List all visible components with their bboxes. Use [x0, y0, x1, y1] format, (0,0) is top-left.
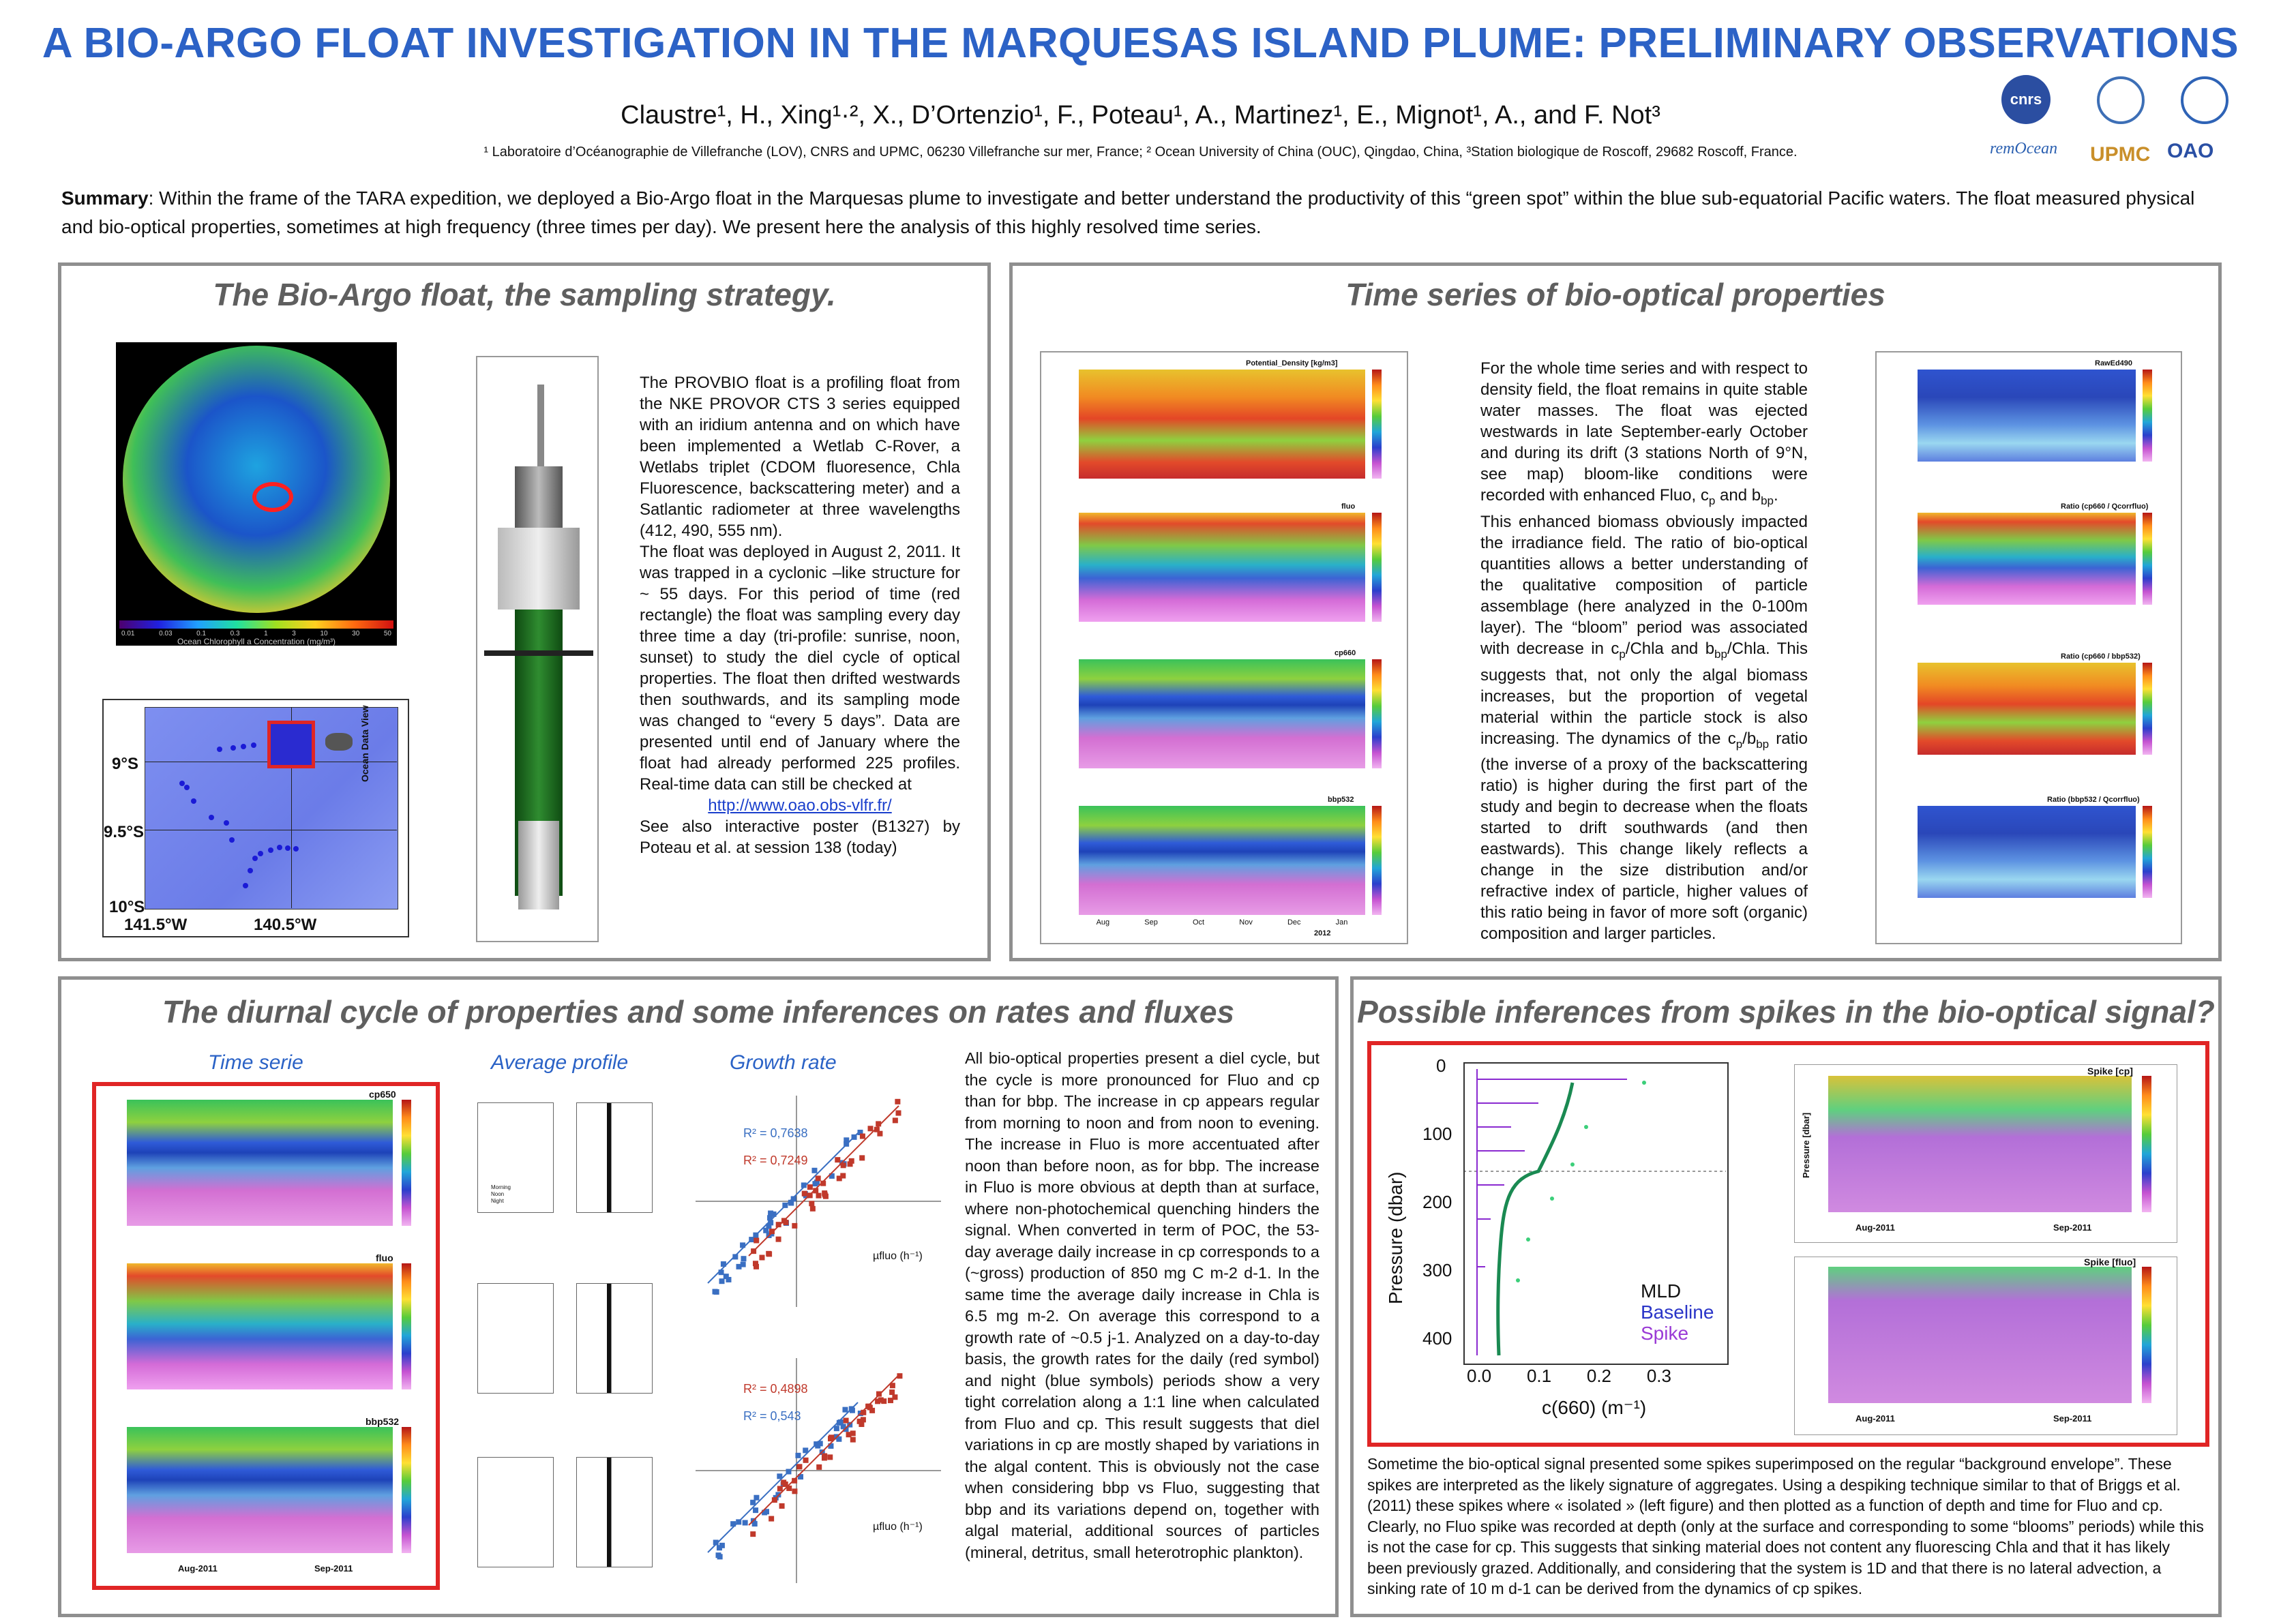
scatter-point — [766, 1251, 771, 1257]
globe-tick: 3 — [292, 630, 296, 637]
float-illustration — [476, 356, 599, 942]
x-tick: 0.0 — [1467, 1366, 1492, 1386]
scatter-point — [811, 1168, 817, 1173]
scatter-point — [810, 1206, 816, 1212]
scatter-point — [844, 1418, 849, 1424]
scatter-point — [753, 1507, 758, 1513]
globe-tick: 10 — [320, 630, 328, 637]
scatter-point — [781, 1479, 786, 1485]
authors: Claustre¹, H., Xing¹·², X., D’Ortenzio¹, F., Poteau¹, A., Martinez¹, E., Mignot¹, A., and F. Not³ — [621, 101, 1660, 130]
chart-title: fluo — [1341, 502, 1356, 511]
chart-title: bbp532 — [366, 1416, 400, 1427]
column-header: Average profile — [491, 1051, 629, 1074]
legend-item: Night — [491, 1198, 504, 1204]
scatter-point — [769, 1516, 774, 1522]
affiliations: ¹ Laboratoire d’Océanographie de Villefranche (LOV), CNRS and UPMC, 06230 Villefranche sur mer, France; ² Ocean University of China (OUC), Qingdao, China, ³Station biologique de Roscoff, 29682 Roscoff, France. — [483, 145, 1798, 160]
scatter-point — [829, 1434, 834, 1440]
scatter-point — [776, 1237, 781, 1242]
x-tick: 0.3 — [1646, 1366, 1671, 1386]
month-tick: Dec — [1287, 918, 1301, 927]
summary-text: : Within the frame of the TARA expedition, we deployed a Bio-Argo float in the Marquesas plume to investigate and better understand the productivity of this “green spot” within the blue sub-equatorial Pacific waters. The float measured physical and bio-optical properties, sometimes at high frequency (three times per day). We present here the analysis of this highly resolved time series. — [61, 187, 2195, 237]
regression-line — [749, 1375, 899, 1525]
timeseries-figure-right — [1875, 351, 2182, 944]
panel-title: Time series of bio-optical properties — [1345, 277, 1885, 312]
globe-tick: 30 — [352, 630, 360, 637]
legend-spike: Spike — [1641, 1323, 1689, 1344]
chart-title: cp660 — [1335, 649, 1356, 657]
scatter-point — [812, 1181, 818, 1186]
y-tick: 100 — [1422, 1124, 1452, 1144]
column-header: Time serie — [208, 1051, 303, 1074]
remocean-logo: remOcean — [1990, 140, 2058, 157]
scatter-point — [895, 1099, 900, 1104]
x-axis-label: c(660) (m⁻¹) — [1542, 1397, 1647, 1418]
paragraph: The float was deployed in August 2, 2011. It was trapped in a cyclonic –like structure for ~ 55 days. For this period of time (red rectangle) the float was sampling every day three time a day (tri-profile: sunrise, noon, sunset) to study the diel cycle of optical properties. The float then drifted westwards then southwards, and its sampling mode was changed to “every 5 days”. Data are presented until end of January where the float had already performed 225 profiles. Real-time data can still be checked at — [640, 543, 960, 794]
panel-sampling-strategy — [58, 262, 991, 961]
scatter-point — [759, 1254, 764, 1260]
scatter-point — [827, 1454, 833, 1460]
panel-title: The diurnal cycle of properties and some inferences on rates and fluxes — [162, 994, 1235, 1029]
float-trajectory-map — [102, 699, 409, 937]
globe-tick: 50 — [383, 630, 391, 637]
month-label: Sep-2011 — [314, 1563, 353, 1574]
scatter-point — [741, 1256, 746, 1261]
scatter-point — [822, 1454, 827, 1459]
average-profiles — [464, 1089, 668, 1593]
scatter-point — [816, 1464, 822, 1470]
scatter-point — [803, 1458, 809, 1463]
scatter-point — [724, 1274, 729, 1279]
y-axis-label: Pressure [dbar] — [1801, 1112, 1811, 1178]
scatter-point — [719, 1278, 725, 1284]
scatter-point — [895, 1111, 901, 1116]
lat-label: 10°S — [109, 898, 145, 916]
ouc-logo — [2097, 76, 2145, 124]
summary-label: Summary — [61, 187, 149, 209]
time-series-text: For the whole time series and with respect to density field, the float remains in quite stable water masses. The float was ejected westwards in late September-early October and during its drift (3 stations North of 9°N, see map) bloom-like conditions were recorded with enhanced Fluo, $c_p$ and $b_{bp}$. This enhanced biomass obviously impacted the irradiance field. The ratio of bio-optical quantities allows a better understanding of the qualitative composition of particle assemblage (here analyzed in the 0-100m layer). The “bloom” period was associated with decrease in $c_p$/Chla and $b_{bp}$/Chla. This suggests that, not only the algal biomass increases, but the proportion of vegetal material within the particle stock is also increasing. The dynamics of the $c_p/b_{bp}$ ratio (the inverse of a proxy of the backscattering ratio) is higher during the first part of the study and begin to decrease when the floats started to drift southwards (and then eastwards). This change likely reflects a change in the size distribution and/or refractive index of particle, higher values of this ratio being in favor of more soft (organic) composition and larger particles. — [1480, 359, 1808, 944]
legend-item: Noon — [491, 1191, 505, 1197]
chart-title: Spike [fluo] — [2084, 1257, 2136, 1267]
month-tick: Sep — [1144, 918, 1158, 927]
spikes-figure-box — [1367, 1041, 2209, 1447]
growth-rate-scatter-cp — [682, 1089, 955, 1314]
scatter-point — [850, 1437, 856, 1443]
scatter-point — [816, 1175, 821, 1181]
panel-title: Possible inferences from spikes in the bio-optical signal? — [1357, 994, 2215, 1029]
chart-title: Spike [cp] — [2087, 1066, 2133, 1077]
y-tick: 400 — [1422, 1328, 1452, 1349]
chart-title: cp650 — [369, 1089, 396, 1100]
poster-title: A BIO-ARGO FLOAT INVESTIGATION IN THE MARQUESAS ISLAND PLUME: PRELIMINARY OBSERVATIONS — [42, 20, 2239, 67]
scatter-point — [889, 1389, 895, 1395]
year-label: 2012 — [1314, 929, 1331, 937]
panel-spikes — [1350, 976, 2222, 1617]
scatter-point — [859, 1422, 864, 1427]
globe-tick: 0.01 — [121, 630, 135, 637]
lon-label: 141.5°W — [124, 916, 188, 934]
scatter-point — [846, 1432, 852, 1437]
scatter-point — [860, 1134, 865, 1139]
timeseries-figure-left — [1040, 351, 1408, 944]
spikes-text: Sometime the bio-optical signal presented some spikes superimposed on the regular “background envelope”. These spikes are interpreted as the likely signature of aggregates. Using a despiking technique similar to that of Briggs et al. (2011) these spikes where « isolated » (left figure) and then plotted as a function of depth and time for Fluo and cp. Clearly, no Fluo spike was recorded at depth (only at the surface and corresponding to some “blooms” periods) while this is not the case for cp. This suggests that sinking material does not content any fluorescing Chla and that it has likely been previously grazed. Additionally, and considering that the system is 1D and that there is no lateral advection, a sinking rate of 10 m d-1 can be derived from the dynamics of cp spikes. — [1367, 1455, 2204, 1597]
scatter-point — [792, 1488, 797, 1494]
y-axis-label: Pressure (dbar) — [1385, 1171, 1406, 1304]
scatter-point — [834, 1426, 839, 1431]
scatter-point — [795, 1453, 801, 1458]
scatter-point — [750, 1531, 756, 1537]
scatter-point — [779, 1503, 785, 1509]
month-label: Aug-2011 — [178, 1563, 218, 1574]
column-header: Growth rate — [730, 1051, 837, 1074]
paragraph: See also interactive poster (B1327) by Poteau et al. at session 138 (today) — [640, 817, 960, 857]
panel-title: The Bio-Argo float, the sampling strategy. — [213, 277, 836, 312]
panel-diurnal-cycle — [58, 976, 1339, 1617]
month-label: Aug-2011 — [1855, 1222, 1895, 1233]
globe-caption: Ocean Chlorophyll a Concentration (mg/m³) — [177, 637, 336, 646]
x-axis-label: µfluo (h⁻¹) — [873, 1521, 923, 1533]
month-tick: Oct — [1193, 918, 1205, 927]
scatter-point — [837, 1175, 842, 1181]
chlorophyll-globe-map — [116, 342, 397, 646]
globe-tick: 0.3 — [230, 630, 240, 637]
scatter-point — [754, 1495, 759, 1501]
scatter-point — [716, 1552, 721, 1558]
scatter-point — [796, 1464, 802, 1469]
globe-tick: 0.03 — [159, 630, 173, 637]
scatter-point — [888, 1398, 893, 1403]
month-label: Sep-2011 — [2053, 1222, 2092, 1233]
scatter-point — [714, 1289, 719, 1295]
diurnal-text: All bio-optical properties present a diel cycle, but the cycle is more pronounced for Fluo and cp than for bbp. The increase in cp appears regular from morning to noon and from noon to evening. The increase in Fluo is more accentuated after noon than before noon, as for bbp. The increase in Fluo is more obvious at depth than at surface, where non-photochemical quenching hinders the signal. When converted in term of POC, the 53-day average daily increase in cp corresponds to a (~gross) production of 850 mg C m-2 d-1. In the same time the average daily increase in Chla is 6.5 mg m-2. On average this correspond to a growth rate of ~0.5 j-1. Analyzed on a day-to-day basis, the growth rates for the daily (red symbol) and night (blue symbols) periods show a very tight correlation along a 1:1 line when calculated from Fluo and cp. This result suggests that diel variations in cp are mostly shaped by variations in the algal content. This is obviously not the case when considering bbp vs Fluo, suggesting that bbp and its variations depend on, together with algal material, additional sources of particles (mineral, detritus, small heterotrophic plankton). — [965, 1049, 1320, 1561]
oao-link[interactable]: http://www.oao.obs-vlfr.fr/ — [708, 796, 892, 815]
legend-baseline: Baseline — [1641, 1302, 1714, 1323]
r2-label: R² = 0,4898 — [743, 1382, 808, 1396]
scatter-point — [753, 1261, 758, 1266]
month-label: Sep-2011 — [2053, 1413, 2092, 1424]
chart-title: Ratio (cp660 / Qcorrfluo) — [2061, 502, 2149, 511]
y-tick: 0 — [1436, 1055, 1446, 1076]
regression-line — [708, 1402, 858, 1552]
scatter-point — [802, 1191, 807, 1197]
chart-title: fluo — [376, 1252, 393, 1263]
text-a: For the whole time series and with respect to density field, the float remains in quite stable water masses. The float was ejected westwards in late September-early October and during its drift (3 stations North of 9°N, see map) bloom-like conditions were recorded with enhanced Fluo, c — [1480, 359, 1808, 505]
scatter-point — [743, 1520, 748, 1525]
lat-label: 9°S — [112, 755, 138, 773]
paragraph: The PROVBIO float is a profiling float from the NKE PROVOR CTS 3 series equipped with an iridium antenna and on which have been implemented a Wetlab C-Rover, a Wetlabs triplet (CDOM fluoresence, Chla Fluorescence, backscattering meter) and a Satlantic radiometer at three wavelengths (412, 490, 555 nm). — [640, 374, 960, 540]
x-tick: 0.1 — [1526, 1366, 1552, 1386]
r2-label: R² = 0,543 — [743, 1409, 801, 1423]
float-description — [640, 372, 960, 858]
scatter-point — [868, 1126, 874, 1131]
scatter-point — [816, 1193, 821, 1199]
r2-label: R² = 0,7638 — [743, 1126, 808, 1140]
chart-title: RawEd490 — [2095, 359, 2133, 367]
globe-tick: 0.1 — [196, 630, 207, 637]
lat-label: 9.5°S — [104, 823, 144, 841]
chart-title: Potential_Density [kg/m3] — [1246, 359, 1338, 367]
y-tick: 300 — [1422, 1260, 1452, 1280]
scatter-point — [807, 1184, 813, 1190]
scatter-point — [741, 1262, 746, 1267]
oao-logo: OAO — [2167, 140, 2214, 162]
scatter-point — [768, 1211, 773, 1216]
month-label: Aug-2011 — [1855, 1413, 1895, 1424]
month-tick: Nov — [1239, 918, 1253, 927]
diel-timeseries-box — [92, 1082, 440, 1590]
month-tick: Aug — [1096, 918, 1110, 927]
y-tick: 200 — [1422, 1192, 1452, 1212]
scatter-point — [859, 1155, 865, 1160]
globe-tick: 1 — [264, 630, 268, 637]
upmc-logo: UPMC — [2090, 143, 2151, 166]
scatter-point — [849, 1158, 854, 1164]
panel-time-series — [1009, 262, 2222, 961]
chart-title: bbp532 — [1328, 796, 1354, 804]
scatter-point — [719, 1543, 725, 1548]
chart-title: Ratio (cp660 / bbp532) — [2061, 652, 2141, 661]
scatter-point — [842, 1407, 848, 1413]
growth-rate-scatter-bbp — [682, 1351, 955, 1590]
cnrs-logo: cnrs — [2001, 75, 2051, 124]
scatter-point — [823, 1194, 829, 1199]
x-axis-label: µfluo (h⁻¹) — [873, 1250, 923, 1262]
scatter-point — [893, 1117, 898, 1123]
x-tick: 0.2 — [1586, 1366, 1612, 1386]
chart-title: Ratio (bbp532 / Qcorrfluo) — [2047, 796, 2140, 804]
scatter-point — [792, 1223, 797, 1229]
scatter-point — [750, 1500, 756, 1505]
text-b: This enhanced biomass obviously impacted the irradiance field. The ratio of bio-optical quantities allows a better understanding of the qualitative composition of particle assemblage (here analyzed in the 0-100m layer). The “bloom” period was associated with decrease in c — [1480, 512, 1808, 658]
scatter-point — [881, 1398, 886, 1404]
legend-item: Morning — [491, 1184, 511, 1190]
legend-mld: MLD — [1641, 1280, 1682, 1302]
r2-label: R² = 0,7249 — [743, 1154, 808, 1167]
scatter-point — [809, 1201, 814, 1206]
scatter-point — [777, 1486, 783, 1491]
summary — [61, 184, 2209, 241]
lon-label: 140.5°W — [254, 916, 317, 934]
odv-watermark: Ocean Data View — [359, 705, 370, 782]
scatter-point — [754, 1238, 759, 1244]
china-logo — [2181, 76, 2228, 124]
scatter-point — [835, 1157, 840, 1162]
month-tick: Jan — [1335, 918, 1348, 927]
